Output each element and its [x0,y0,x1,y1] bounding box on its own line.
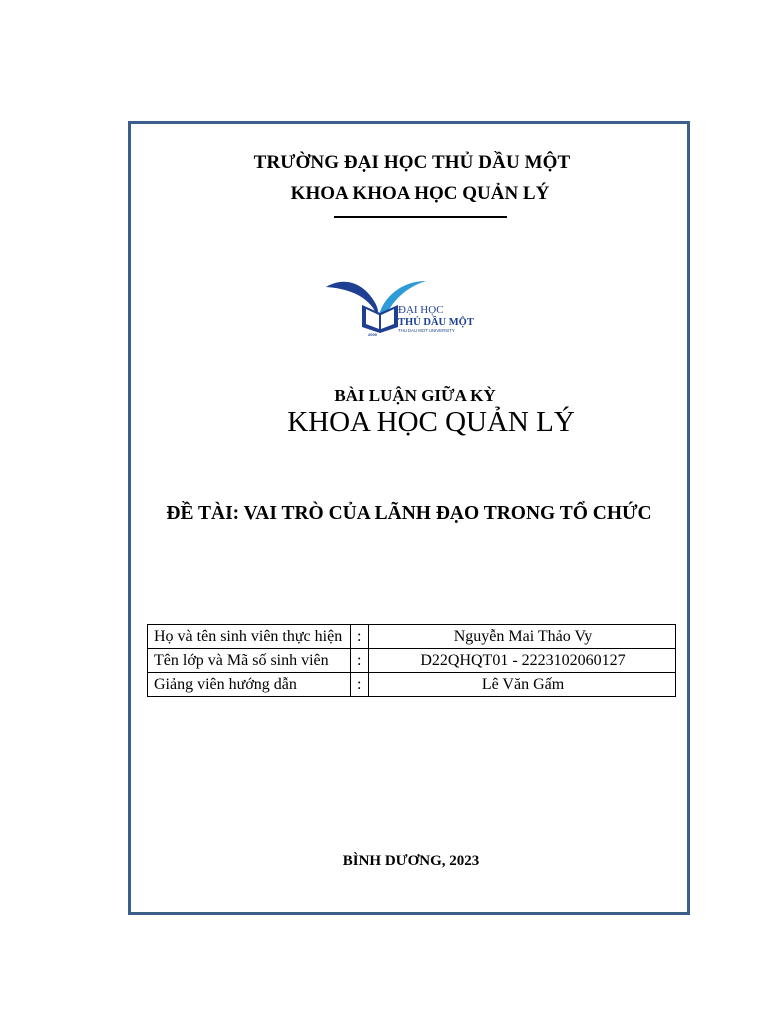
place-and-year: BÌNH DƯƠNG, 2023 [342,853,480,869]
topic-title: ĐỀ TÀI: VAI TRÒ CỦA LÃNH ĐẠO TRONG TỔ CHỨC [166,503,652,524]
table-row [148,649,676,673]
row-colon: : [351,673,369,697]
essay-kind: BÀI LUẬN GIỮA KỲ [334,386,496,405]
row-value: Nguyễn Mai Thảo Vy [369,625,676,649]
row-label: Họ và tên sinh viên thực hiện [148,625,351,649]
row-value: Lê Văn Gấm [369,673,676,697]
row-colon: : [351,625,369,649]
student-info-table [147,624,676,697]
university-name: TRƯỜNG ĐẠI HỌC THỦ DẦU MỘT [253,152,571,173]
header-underline [334,216,507,218]
faculty-name: KHOA KHOA HỌC QUẢN LÝ [290,183,550,204]
row-colon: : [351,649,369,673]
subject-title: KHOA HỌC QUẢN LÝ [287,406,575,438]
row-value: D22QHQT01 - 2223102060127 [369,649,676,673]
row-label: Tên lớp và Mã số sinh viên [148,649,351,673]
table-row [148,625,676,649]
university-logo [322,275,490,337]
logo-line2: THỦ DẦU MỘT [398,317,474,328]
table-row [148,673,676,697]
logo-subtitle: THU DAU MOT UNIVERSITY [398,328,455,333]
logo-line1: ĐẠI HỌC [398,304,444,316]
row-label: Giảng viên hướng dẫn [148,673,351,697]
logo-year: 2009 [368,332,377,337]
